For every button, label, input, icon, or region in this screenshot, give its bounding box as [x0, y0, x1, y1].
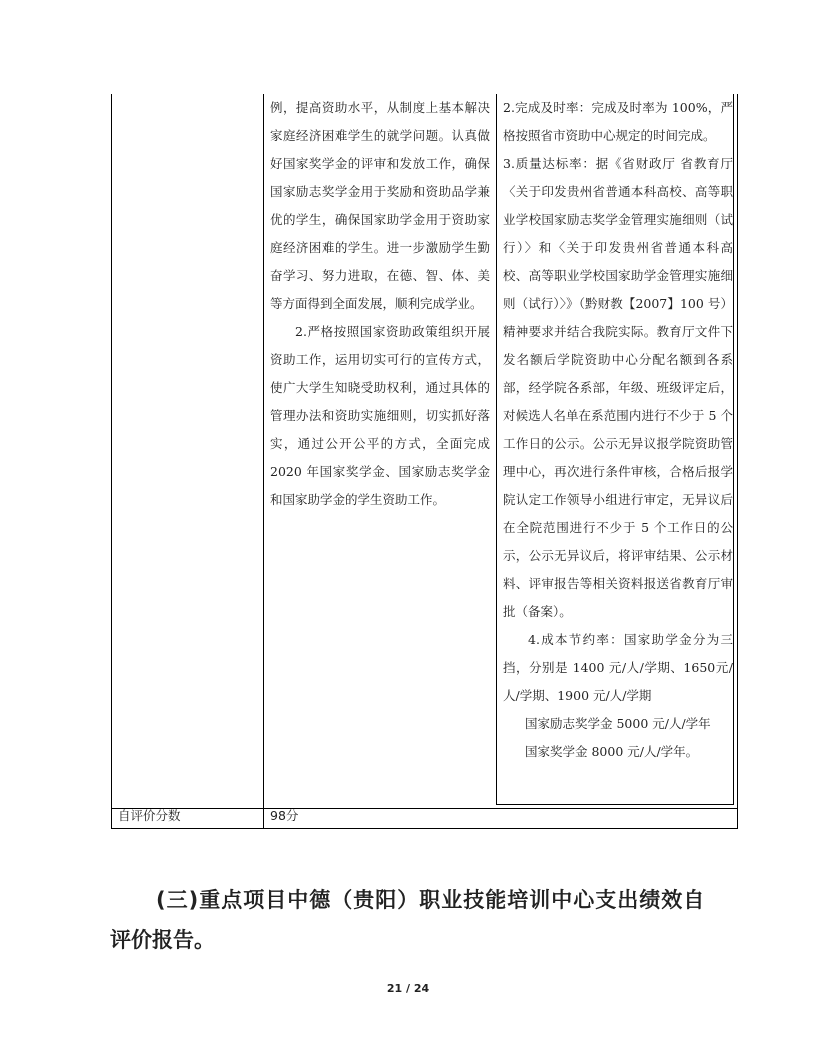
cost-saving-text: 4.成本节约率：国家助学金分为三挡，分别是 1400 元/人/学期、1650元/人/学期、1900 元/人/学期 [503, 632, 733, 703]
inner-cell-bottom [496, 804, 734, 805]
page-number: 21 / 24 [386, 982, 430, 995]
table-border-right [737, 94, 738, 828]
section-heading-line-2: 评价报告。 [110, 928, 215, 952]
inner-cell-right [733, 94, 734, 804]
table-border-mid [263, 94, 264, 828]
inner-cell-left [496, 94, 497, 804]
self-score-label: 自评价分数 [118, 808, 181, 823]
encouragement-scholarship-text: 国家励志奖学金 5000 元/人/学年 [525, 716, 711, 731]
self-score-value: 98分 [270, 808, 299, 823]
performance-goal-cell [270, 94, 490, 514]
completion-rate-text: 2.完成及时率：完成及时率为 100%，严格按照省市资助中心规定的时间完成。 [503, 100, 733, 143]
table-border-left [111, 94, 112, 828]
goal-paragraph-2: 2.严格按照国家资助政策组织开展资助工作，运用切实可行的宣传方式，使广大学生知晓受助权利，通过具体的管理办法和资助实施细则，切实抓好落实，通过公开公平的方式，全面完成 2020 年国家奖学金、国家励志奖学金和国家助学金的学生资助工作。 [270, 324, 490, 507]
indicator-cell [503, 94, 733, 766]
score-row-top [111, 808, 738, 809]
national-scholarship-text: 国家奖学金 8000 元/人/学年。 [525, 744, 699, 759]
section-heading [110, 880, 710, 960]
goal-paragraph-1: 例，提高资助水平，从制度上基本解决家庭经济困难学生的就学问题。认真做好国家奖学金的评审和发放工作，确保国家励志奖学金用于奖励和资助品学兼优的学生，确保国家助学金用于资助家庭经济困难的学生。进一步激励学生勤奋学习、努力进取，在德、智、体、美等方面得到全面发展，顺利完成学业。 [270, 100, 490, 311]
score-row-bottom [111, 828, 738, 829]
section-heading-line-1: (三)重点项目中德（贵阳）职业技能培训中心支出绩效自 [156, 888, 706, 912]
quality-rate-text: 3.质量达标率：据《省财政厅 省教育厅〈关于印发贵州省普通本科高校、高等职业学校国家励志奖学金管理实施细则（试行）〉和〈关于印发贵州省普通本科高校、高等职业学校国家助学金管理实施细则（试行）〉》（黔财教【2007】100 号）精神要求并结合我院实际。教育厅文件下发名额后学院资助中心分配名额到各系部，经学院各系部，年级、班级评定后，对候选人名单在系范围内进行不少于 5 个工作日的公示。公示无异议报学院资助管理中心，再次进行条件审核，合格后报学院认定工作领导小组进行审定，无异议后在全院范围进行不少于 5 个工作日的公示，公示无异议后，将评审结果、公示材料、评审报告等相关资料报送省教育厅审批（备案）。 [503, 156, 733, 619]
